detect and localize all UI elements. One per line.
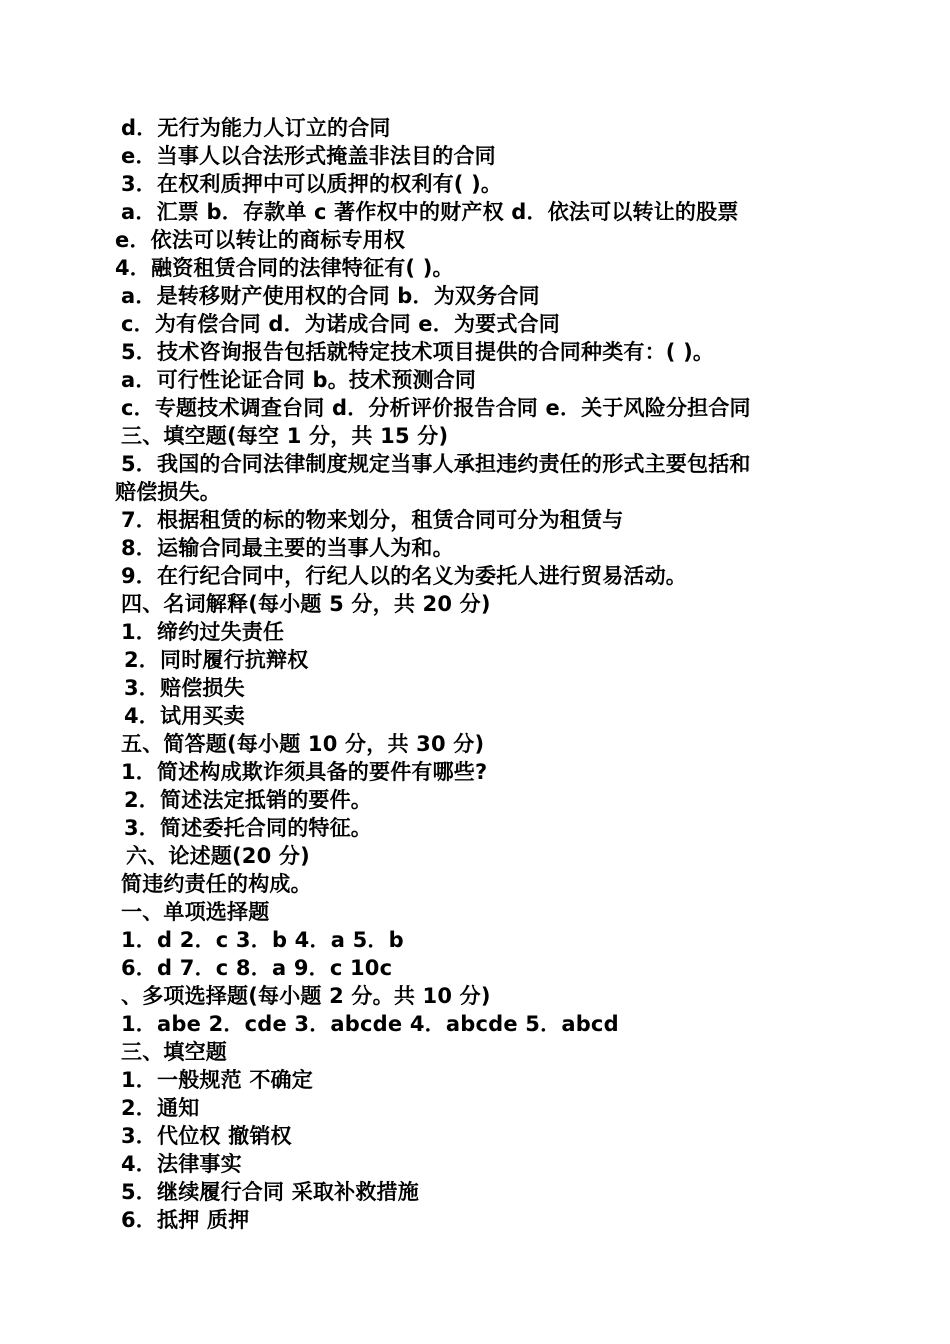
text-line: 9．在行纪合同中，行纪人以的名义为委托人进行贸易活动。 [121, 564, 688, 588]
text-line: c．专题技术调查台同 d．分析评价报告合同 e．关于风险分担合同 [121, 396, 751, 420]
section-heading: 六、论述题(20 分) [126, 844, 310, 868]
text-line: c．为有偿合同 d．为诺成合同 e．为要式合同 [121, 312, 560, 336]
answer-line: 5．继续履行合同 采取补救措施 [121, 1180, 419, 1204]
text-line: 5．我国的合同法律制度规定当事人承担违约责任的形式主要包括和 [121, 452, 751, 476]
text-line: 7．根据租赁的标的物来划分，租赁合同可分为租赁与 [121, 508, 624, 532]
text-line: 3．简述委托合同的特征。 [124, 816, 373, 840]
section-heading: 五、简答题(每小题 10 分，共 30 分) [121, 732, 485, 756]
text-line: a．汇票 b．存款单 c 著作权中的财产权 d．依法可以转让的股票 [121, 200, 739, 224]
answer-line: 1．abe 2．cde 3．abcde 4．abcde 5．abcd [121, 1012, 619, 1036]
section-heading: 三、填空题 [121, 1040, 227, 1064]
text-line: a．可行性论证合同 b。技术预测合同 [121, 368, 477, 392]
answer-line: 2．通知 [121, 1096, 200, 1120]
section-heading: 、多项选择题(每小题 2 分。共 10 分) [121, 984, 491, 1008]
text-line: 简违约责任的构成。 [121, 872, 312, 896]
answer-line: 4．法律事实 [121, 1152, 242, 1176]
section-heading: 一、单项选择题 [121, 900, 270, 924]
text-line: 赔偿损失。 [115, 480, 221, 504]
text-line: 5．技术咨询报告包括就特定技术项目提供的合同种类有：( )。 [121, 340, 715, 364]
text-line: 2．同时履行抗辩权 [124, 648, 309, 672]
section-heading: 三、填空题(每空 1 分，共 15 分) [121, 424, 449, 448]
section-heading: 四、名词解释(每小题 5 分，共 20 分) [121, 592, 491, 616]
answer-line: 1．d 2．c 3．b 4．a 5．b [121, 928, 404, 952]
text-line: e．依法可以转让的商标专用权 [115, 228, 406, 252]
text-line: 4．融资租赁合同的法律特征有( )。 [115, 256, 454, 280]
text-line: a．是转移财产使用权的合同 b．为双务合同 [121, 284, 540, 308]
text-line: e．当事人以合法形式掩盖非法目的合同 [121, 144, 496, 168]
text-line: 2．简述法定抵销的要件。 [124, 788, 373, 812]
text-line: 3．赔偿损失 [124, 676, 245, 700]
answer-line: 6．抵押 质押 [121, 1208, 250, 1232]
answer-line: 1．一般规范 不确定 [121, 1068, 313, 1092]
text-line: 4．试用买卖 [124, 704, 245, 728]
text-line: 1．简述构成欺诈须具备的要件有哪些? [121, 760, 488, 784]
text-line: d．无行为能力人订立的合同 [121, 116, 391, 140]
text-line: 1．缔约过失责任 [121, 620, 285, 644]
text-line: 3．在权利质押中可以质押的权利有( )。 [121, 172, 503, 196]
text-line: 8．运输合同最主要的当事人为和。 [121, 536, 454, 560]
answer-line: 3．代位权 撤销权 [121, 1124, 292, 1148]
answer-line: 6．d 7．c 8．a 9．c 10c [121, 956, 393, 980]
